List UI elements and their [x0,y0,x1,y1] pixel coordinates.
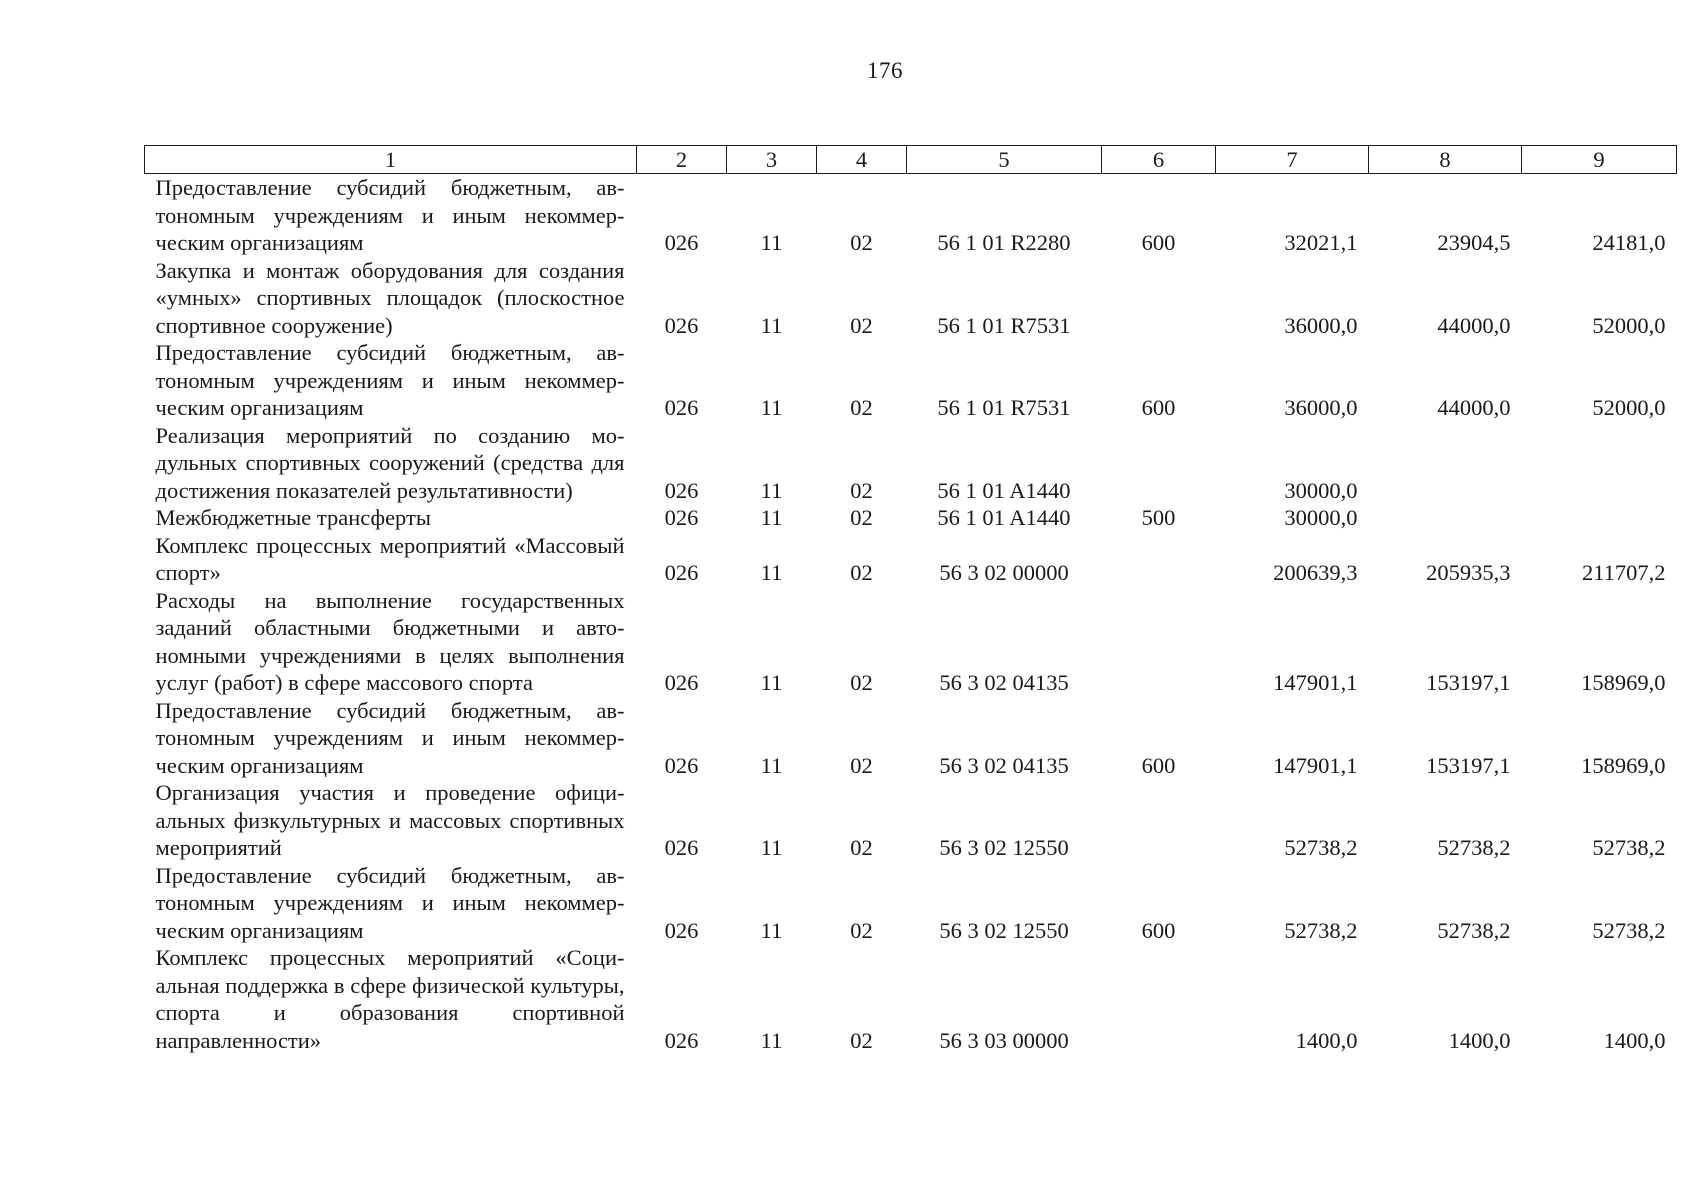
table-row [145,339,1677,422]
table-row [145,779,1677,862]
expense-type-code: 600 [1141,917,1176,943]
table-row [145,532,1677,587]
target-article-code: 56 3 02 12550 [939,917,1069,943]
amount-col-7: 36000,0 [1284,395,1358,420]
header-col-1: 1 [145,146,637,174]
amount-col-8: 1400,0 [1448,1027,1511,1053]
item-name: Предоставление субсидий бюджетным, автономным учреждениям и иным некоммерческим организациям [155,697,625,778]
header-col-7: 7 [1216,146,1369,174]
ministry-code: 026 [664,230,699,255]
section-code: 11 [760,477,783,503]
subsection-code: 02 [850,477,873,503]
header-col-4: 4 [817,146,907,174]
header-col-2: 2 [637,146,727,174]
amount-col-9: 52738,2 [1592,917,1666,943]
ministry-code: 026 [664,395,699,420]
table-row [145,257,1677,340]
header-col-9: 9 [1522,146,1677,174]
amount-col-8: 52738,2 [1437,917,1511,943]
target-article-code: 56 3 02 00000 [939,560,1069,585]
item-name: Организация участия и проведение официальных физкультурных и массовых спортивных мероприятий [155,780,625,860]
amount-col-7: 200639,3 [1273,560,1358,585]
subsection-code: 02 [850,505,873,530]
amount-col-9 [1522,504,1677,532]
amount-col-8: 23904,5 [1437,230,1511,255]
amount-col-9: 52000,0 [1592,312,1666,338]
table-row [145,587,1677,697]
amount-col-8 [1369,504,1522,532]
table-body [145,174,1677,1055]
ministry-code: 026 [664,670,699,695]
target-article-code: 56 1 01 A1440 [937,505,1071,530]
page-number: 176 [867,58,903,83]
section-code: 11 [760,835,783,860]
amount-col-7: 147901,1 [1273,670,1358,695]
amount-col-8: 52738,2 [1437,835,1511,860]
ministry-code: 026 [664,917,699,943]
target-article-code: 56 3 03 00000 [939,1027,1069,1053]
amount-col-9: 24181,0 [1592,230,1666,255]
target-article-code: 56 1 01 A1440 [937,477,1071,503]
header-col-3: 3 [727,146,817,174]
ministry-code: 026 [664,312,699,338]
table-row [145,697,1677,780]
target-article-code: 56 1 01 R7531 [937,395,1071,420]
subsection-code: 02 [850,395,873,420]
amount-col-7: 30000,0 [1284,505,1358,530]
expense-type-code [1102,944,1216,1054]
section-code: 11 [760,670,783,695]
section-code: 11 [760,1027,783,1053]
ministry-code: 026 [664,560,699,585]
table-row [145,174,1677,257]
subsection-code: 02 [850,312,873,338]
amount-col-7: 147901,1 [1273,752,1358,778]
item-name: Реализация мероприятий по созданию модульных спортивных сооружений (средства для достижения показателей результативности) [155,422,625,503]
expense-type-code [1102,257,1216,340]
ministry-code: 026 [664,505,699,530]
expense-type-code [1102,587,1216,697]
amount-col-9: 52738,2 [1592,835,1666,860]
expense-type-code [1102,422,1216,505]
section-code: 11 [760,230,783,255]
amount-col-7: 30000,0 [1284,477,1358,503]
amount-col-9 [1522,422,1677,505]
target-article-code: 56 3 02 04135 [939,670,1069,695]
subsection-code: 02 [850,670,873,695]
target-article-code: 56 3 02 12550 [939,835,1069,860]
item-name: Предоставление субсидий бюджетным, автономным учреждениям и иным некоммерческим организациям [155,340,625,420]
item-name: Комплекс процессных мероприятий «Социальная поддержка в сфере физической культуры, спорта и образования спортивной направленности» [155,945,625,1053]
budget-table [144,145,1677,1054]
expense-type-code [1102,779,1216,862]
section-code: 11 [760,395,783,420]
item-name: Межбюджетные трансферты [155,505,431,530]
subsection-code: 02 [850,230,873,255]
header-col-5: 5 [907,146,1102,174]
table-row [145,504,1677,532]
target-article-code: 56 3 02 04135 [939,752,1069,778]
expense-type-code: 500 [1141,505,1176,530]
ministry-code: 026 [664,1027,699,1053]
amount-col-9: 52000,0 [1592,395,1666,420]
amount-col-8: 153197,1 [1426,752,1511,778]
header-col-6: 6 [1102,146,1216,174]
expense-type-code: 600 [1141,395,1176,420]
amount-col-7: 36000,0 [1284,312,1358,338]
expense-type-code: 600 [1141,752,1176,778]
ministry-code: 026 [664,477,699,503]
section-code: 11 [760,505,783,530]
item-name: Предоставление субсидий бюджетным, автономным учреждениям и иным некоммерческим организациям [155,862,625,943]
amount-col-7: 1400,0 [1295,1027,1358,1053]
item-name: Предоставление субсидий бюджетным, автономным учреждениям и иным некоммерческим организациям [155,175,625,255]
ministry-code: 026 [664,835,699,860]
amount-col-8: 153197,1 [1426,670,1511,695]
section-code: 11 [760,312,783,338]
section-code: 11 [760,560,783,585]
amount-col-9: 158969,0 [1581,752,1666,778]
subsection-code: 02 [850,917,873,943]
amount-col-8 [1369,422,1522,505]
header-col-8: 8 [1369,146,1522,174]
table-row [145,862,1677,945]
expense-type-code [1102,532,1216,587]
target-article-code: 56 1 01 R2280 [937,230,1071,255]
subsection-code: 02 [850,752,873,778]
amount-col-8: 44000,0 [1437,312,1511,338]
section-code: 11 [760,917,783,943]
expense-type-code: 600 [1141,230,1176,255]
amount-col-7: 52738,2 [1284,917,1358,943]
table-header [145,146,1677,174]
amount-col-7: 52738,2 [1284,835,1358,860]
item-name: Закупка и монтаж оборудования для создания «умных» спортивных площадок (плоскостное спортивное сооружение) [155,257,625,338]
amount-col-8: 44000,0 [1437,395,1511,420]
target-article-code: 56 1 01 R7531 [937,312,1071,338]
amount-col-9: 211707,2 [1581,560,1666,585]
section-code: 11 [760,752,783,778]
item-name: Комплекс процессных мероприятий «Массовый спорт» [155,532,625,585]
amount-col-7: 32021,1 [1284,230,1358,255]
table-row [145,422,1677,505]
header-row [145,146,1677,174]
amount-col-9: 1400,0 [1603,1027,1666,1053]
amount-col-9: 158969,0 [1581,670,1666,695]
item-name: Расходы на выполнение государственных заданий областными бюджетными и автономными учреждениями в целях выполнения услуг (работ) в сфере массового спорта [155,587,625,695]
ministry-code: 026 [664,752,699,778]
subsection-code: 02 [850,1027,873,1053]
subsection-code: 02 [850,560,873,585]
subsection-code: 02 [850,835,873,860]
amount-col-8: 205935,3 [1426,560,1511,585]
table-row [145,944,1677,1054]
